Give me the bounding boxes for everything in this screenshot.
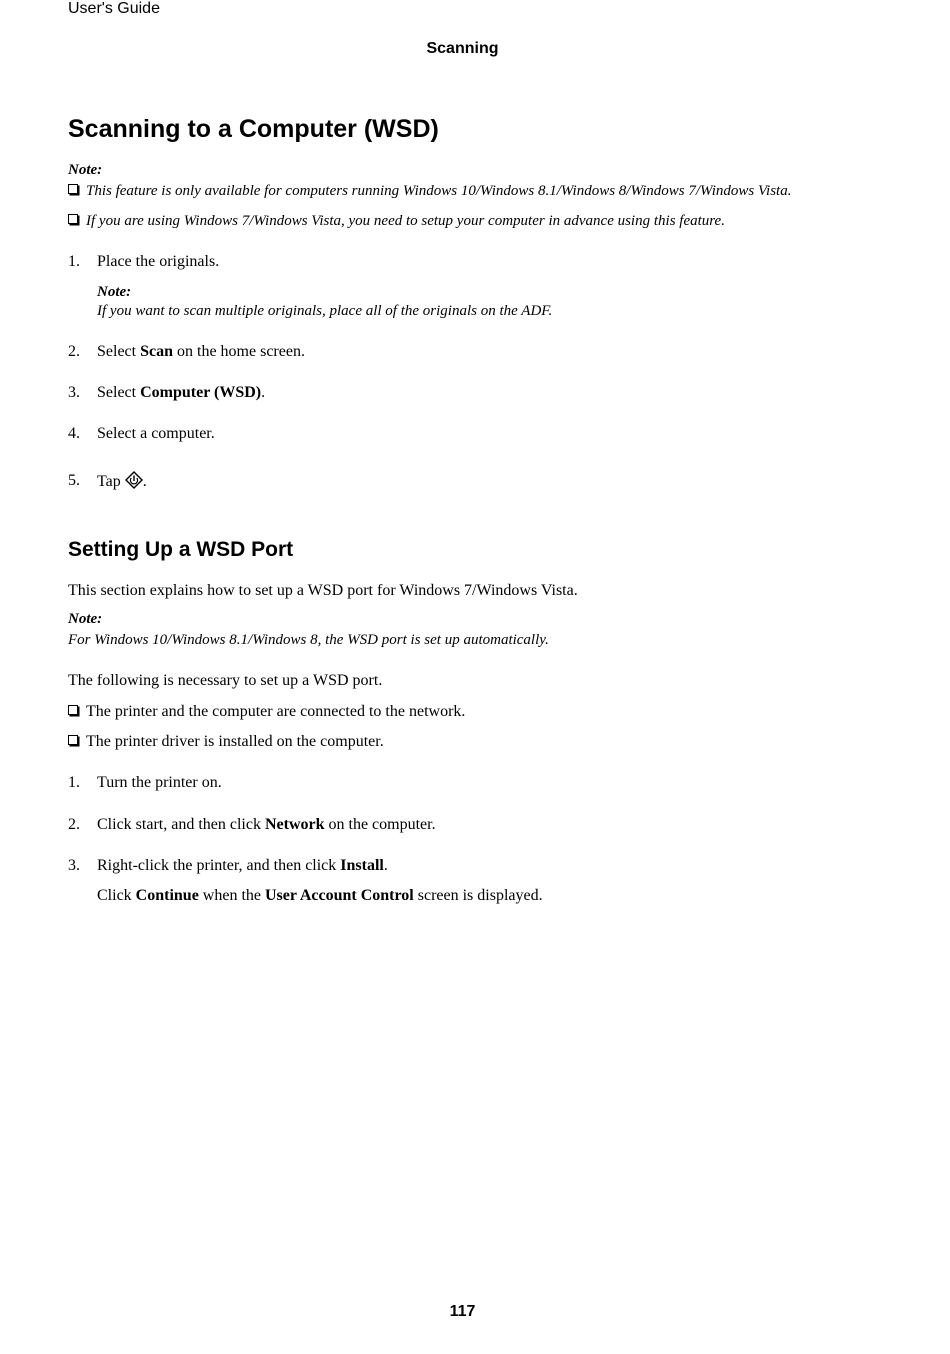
section2-intro: This section explains how to set up a WSD port for Windows 7/Windows Vista.	[68, 582, 578, 599]
checkbox-bullet-icon	[68, 705, 78, 715]
section1-title: Scanning to a Computer (WSD)	[68, 115, 439, 143]
page-number: 117	[449, 1303, 476, 1320]
note-label: Note:	[68, 611, 103, 627]
checkbox-bullet-icon	[68, 214, 78, 224]
step-text: Select Scan on the home screen.	[97, 343, 305, 360]
step-text: Turn the printer on.	[97, 774, 222, 791]
step-note-text: If you want to scan multiple originals, place all of the originals on the ADF.	[97, 303, 553, 319]
step-number: 2.	[68, 816, 80, 833]
step-number: 2.	[68, 343, 80, 360]
step-number: 1.	[68, 253, 80, 270]
step-number: 1.	[68, 774, 80, 791]
requirements-intro: The following is necessary to set up a WSD port.	[68, 672, 383, 689]
note-item: This feature is only available for computers running Windows 10/Windows 8.1/Windows 8/Windows 7/Windows Vista.	[68, 181, 791, 201]
note-label: Note:	[68, 162, 103, 178]
step-number: 4.	[68, 425, 80, 442]
note-text: For Windows 10/Windows 8.1/Windows 8, the WSD port is set up automatically.	[68, 632, 549, 648]
step-number: 5.	[68, 472, 80, 489]
step-text: Tap .	[97, 471, 147, 495]
note-item: If you are using Windows 7/Windows Vista, you need to setup your computer in advance using this feature.	[68, 211, 725, 231]
step-number: 3.	[68, 857, 80, 874]
step-text: Right-click the printer, and then click Install.	[97, 857, 388, 874]
step-text: Click start, and then click Network on the computer.	[97, 816, 436, 833]
checkbox-bullet-icon	[68, 735, 78, 745]
step-text: Select Computer (WSD).	[97, 384, 266, 401]
section2-title: Setting Up a WSD Port	[68, 538, 294, 561]
requirement-item: The printer and the computer are connected to the network.	[68, 702, 465, 722]
guide-title: User's Guide	[68, 0, 160, 17]
step-text: Select a computer.	[97, 425, 215, 442]
step-subtext: Click Continue when the User Account Control screen is displayed.	[97, 887, 543, 904]
checkbox-bullet-icon	[68, 184, 78, 194]
step-text: Place the originals.	[97, 253, 220, 270]
section-header: Scanning	[426, 40, 499, 57]
step-note-label: Note:	[97, 284, 132, 300]
step-number: 3.	[68, 384, 80, 401]
requirement-item: The printer driver is installed on the computer.	[68, 732, 384, 752]
start-button-icon	[125, 471, 143, 495]
